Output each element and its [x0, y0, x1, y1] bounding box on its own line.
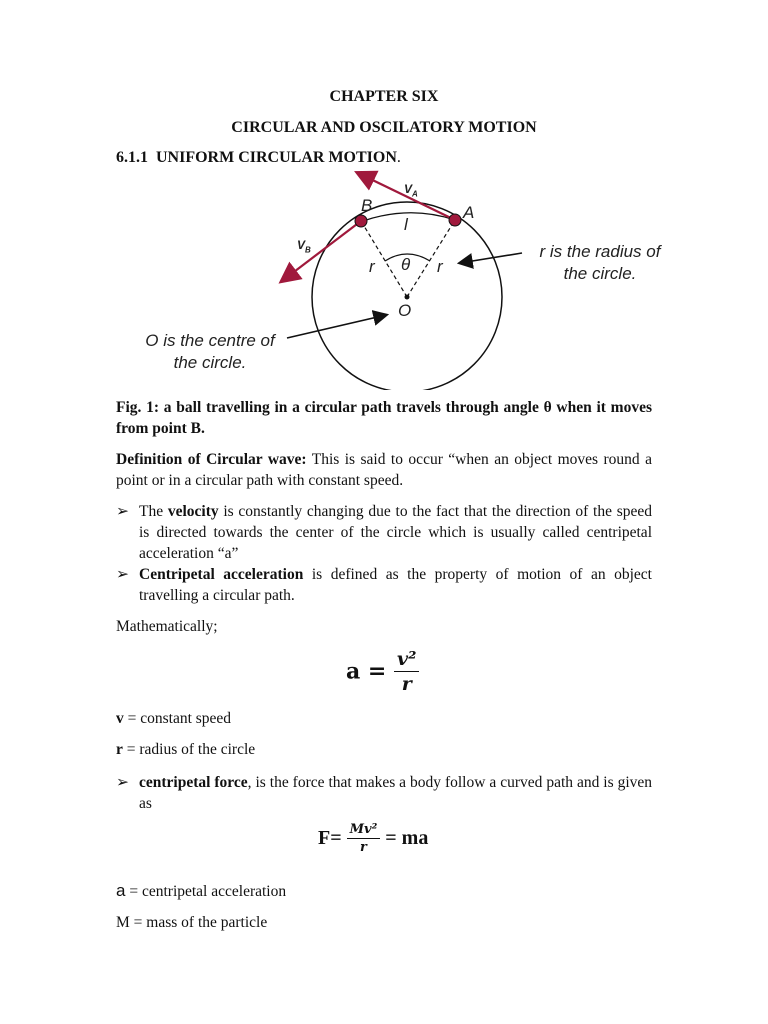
velocity-arrow-b: [282, 221, 361, 281]
bullet-text: is defined as the property of motion of an object travelling a circular path.: [139, 566, 652, 604]
label-theta: θ: [401, 255, 411, 274]
eq2-rhs: = ma: [385, 827, 429, 849]
chapter-title: CIRCULAR AND OSCILATORY MOTION: [231, 119, 537, 136]
eq1-fraction: [394, 648, 419, 695]
definition-text: This is said to occur “when an object moves round a point or in a circular path with constant speed.: [116, 451, 652, 489]
bullet-term: velocity: [167, 503, 219, 520]
definition-paragraph: [116, 449, 652, 491]
section-title: UNIFORM CIRCULAR MOTION: [156, 149, 397, 166]
bullet-term: centripetal force: [139, 774, 248, 791]
definition-r: r = radius of the circle: [116, 741, 256, 758]
bullet-pre: The: [139, 503, 168, 520]
definition-v: v = constant speed: [116, 710, 232, 727]
label-o: O: [398, 301, 412, 320]
note-centre: O is the centre of the circle.: [145, 331, 275, 372]
label-l: l: [404, 215, 408, 234]
equation-force: [318, 822, 428, 855]
bullet-centripetal-acceleration: [116, 564, 652, 606]
bullet-arrow-icon: ➢: [116, 566, 129, 583]
eq1-lhs: a =: [346, 658, 387, 685]
bullet-text: , is the force that makes a body follow a curved path and is given as: [139, 774, 653, 812]
bullet-text: is constantly changing due to the fact that the direction of the speed is directed towards the center of the circle which is usually called centripetal acceleration “a”: [139, 503, 652, 562]
centre-dot: [405, 295, 410, 300]
definition-term: Definition of Circular wave:: [116, 451, 307, 468]
equation-acceleration: [346, 648, 419, 695]
radius-line-a: [407, 220, 455, 297]
label-r-right: r: [437, 257, 443, 276]
note-radius: r is the radius of the circle.: [539, 242, 661, 283]
bullet-arrow-icon: ➢: [116, 503, 129, 520]
definition-m: M = mass of the particle: [116, 914, 268, 931]
label-b: B: [361, 196, 373, 215]
mathematically-label: Mathematically;: [116, 618, 218, 635]
eq2-denominator: r: [360, 840, 367, 855]
bullet-term: Centripetal acceleration: [139, 566, 304, 583]
section-suffix: .: [396, 149, 401, 166]
chapter-heading: CHAPTER SIX: [329, 88, 439, 105]
figure-caption: Fig. 1: a ball travelling in a circular path travels through angle θ when it moves from point B.: [116, 399, 652, 437]
eq2-fraction: [347, 822, 381, 855]
section-number: 6.1.1: [116, 149, 148, 166]
eq1-numerator: v²: [394, 648, 419, 672]
bullet-velocity: [116, 501, 652, 564]
bullet-centripetal-force: [116, 772, 652, 814]
label-va: $V_A$: [404, 182, 418, 199]
label-a: A: [463, 203, 475, 222]
bullet-arrow-icon: ➢: [116, 774, 129, 791]
eq2-numerator: Mv²: [347, 822, 381, 839]
eq2-lhs: F=: [318, 827, 342, 849]
eq1-denominator: r: [401, 673, 412, 695]
label-vb: $V_B$: [297, 238, 311, 255]
label-r-left: r: [369, 257, 375, 276]
radius-pointer-arrow: [460, 253, 522, 263]
point-a-dot: [449, 214, 461, 226]
definition-a: a = centripetal acceleration: [116, 881, 287, 900]
centre-pointer-arrow: [287, 315, 386, 338]
